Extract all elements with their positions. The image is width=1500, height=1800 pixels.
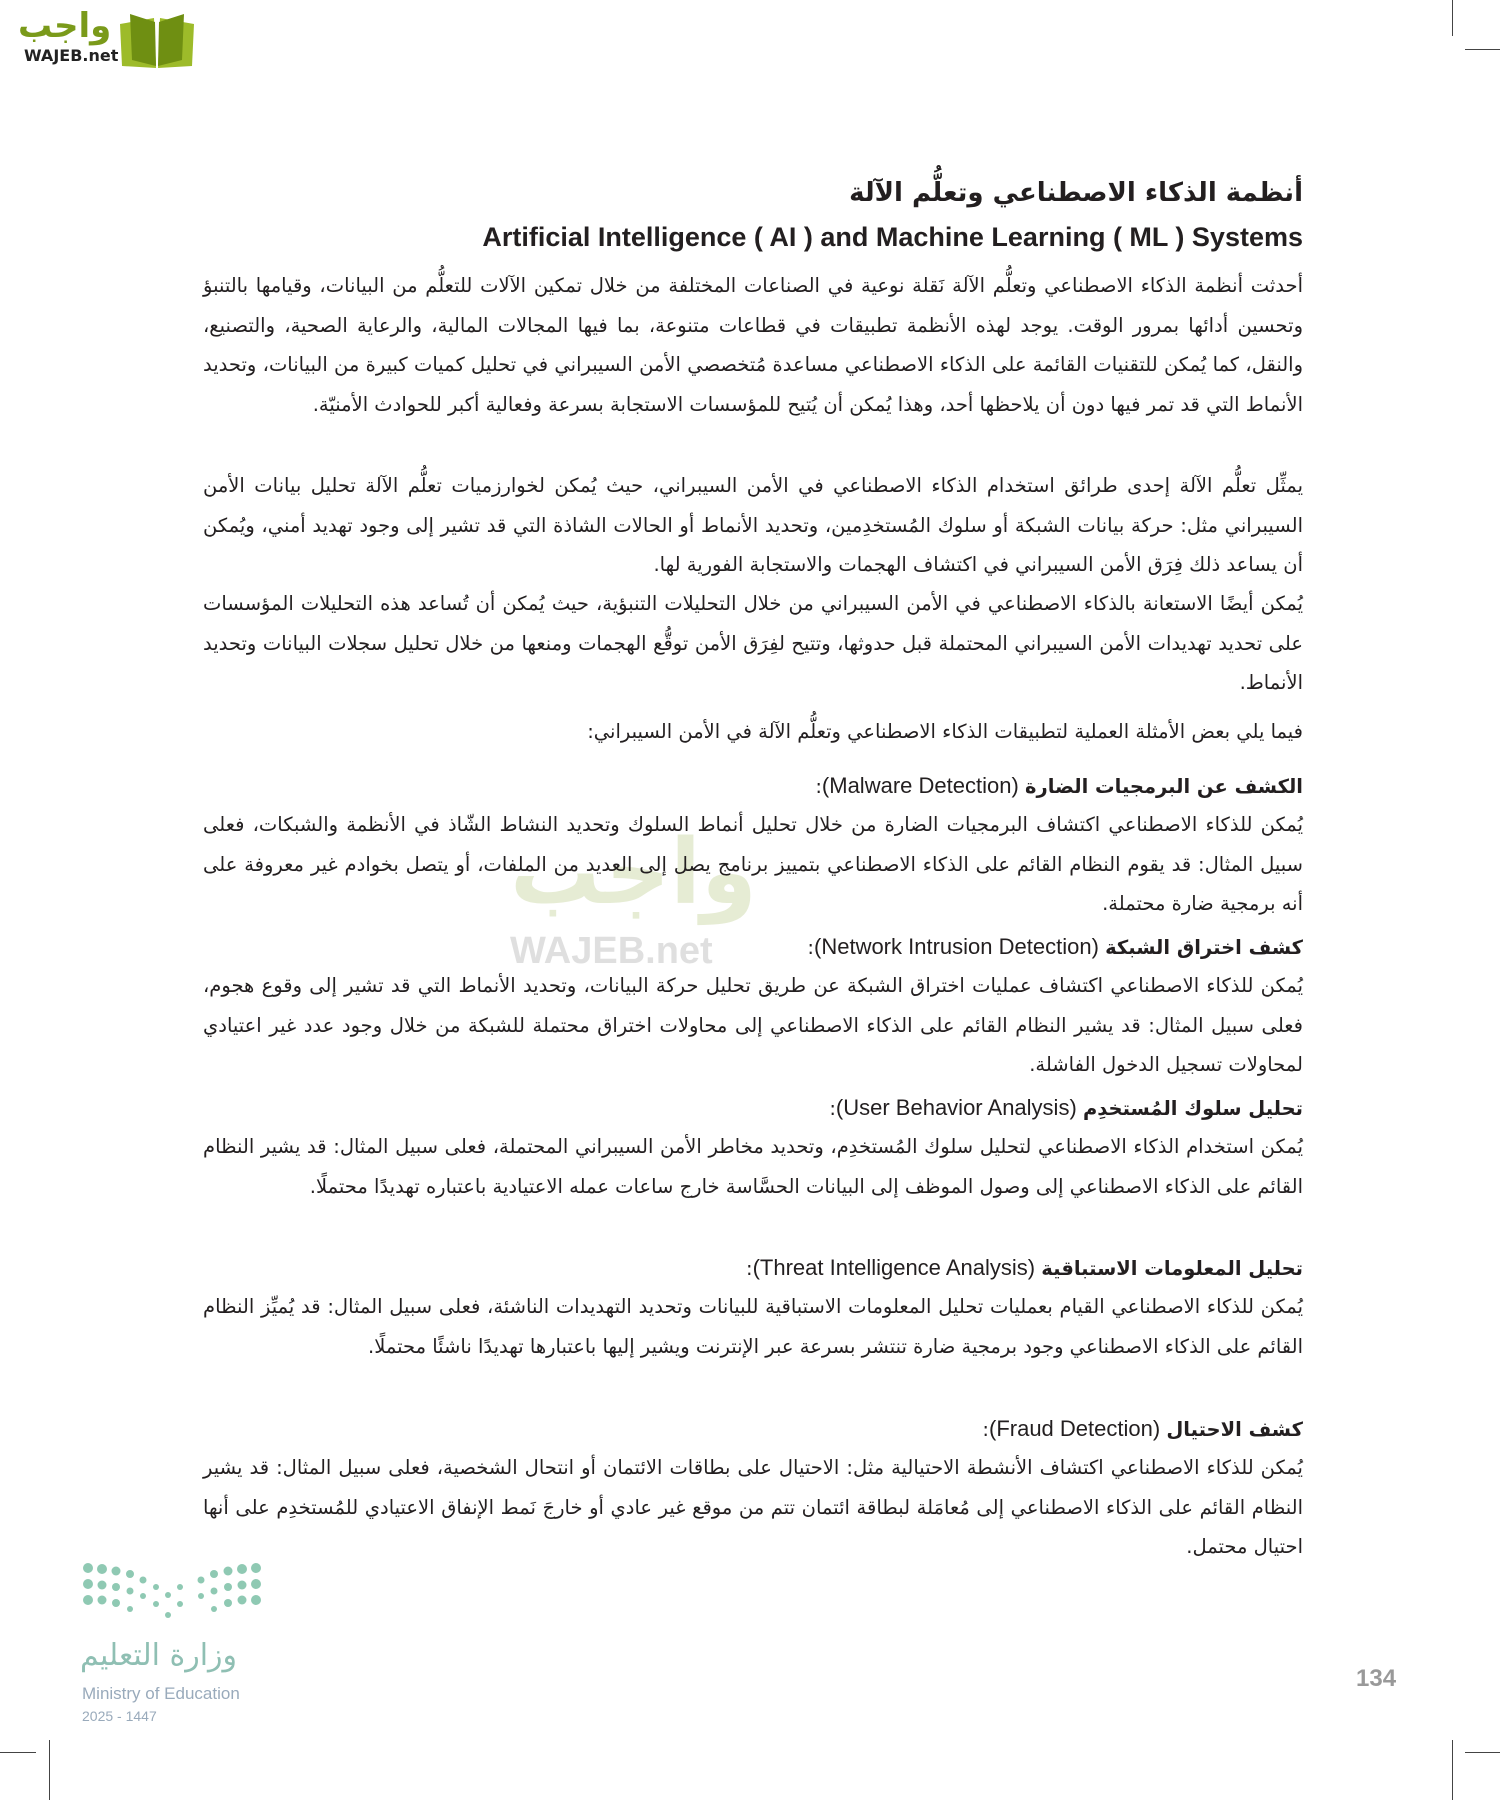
watermark-arabic: واجب bbox=[510, 820, 757, 925]
heading-ar: كشف اختراق الشبكة bbox=[1105, 936, 1303, 959]
ministry-dots-icon bbox=[80, 1560, 265, 1630]
paragraph-machine-learning: يمثِّل تعلُّم الآلة إحدى طرائق استخدام الذكاء الاصطناعي في الأمن السيبراني، حيث يُمكن لخوارزميات تعلُّم الآلة تحليل بيانات الأمن السيبراني مثل: حركة بيانات الشبكة أو سلوك المُستخدِمين، وتحديد الأنماط أو الحالات الشاذة التي قد تشير إلى وجود تهديد أمني، ويُمكن أن يساعد ذلك فِرَق الأمن السيبراني في اكتشاف الهجمات والاستجابة الفورية لها. bbox=[203, 474, 1303, 576]
section-body-malware: يُمكن للذكاء الاصطناعي اكتشاف البرمجيات الضارة من خلال تحليل أنماط السلوك وتحديد النشاط الشّاذ في الأنظمة والشبكات، فعلى سبيل المثال: قد يقوم النظام القائم على الذكاء الاصطناعي بتمييز برنامج يصل إلى العديد من الملفات، أو يتصل بخوادم غير معروفة على أنه برمجية ضارة محتملة. bbox=[203, 813, 1303, 915]
section-heading-fraud bbox=[982, 1414, 1303, 1445]
paragraph-examples-intro: فيما يلي بعض الأمثلة العملية لتطبيقات الذكاء الاصطناعي وتعلُّم الآلة في الأمن السيبراني: bbox=[587, 720, 1303, 743]
ministry-arabic: وزارة التعليم bbox=[80, 1638, 238, 1673]
logo-arabic: واجب bbox=[18, 6, 112, 46]
crop-mark bbox=[1452, 1740, 1453, 1800]
ministry-of-education-logo bbox=[80, 1560, 280, 1730]
section-heading-threat-intelligence bbox=[746, 1253, 1303, 1284]
section-body-threat-intelligence: يُمكن للذكاء الاصطناعي القيام بعمليات تحليل المعلومات الاستباقية للبيانات وتحديد التهديدات الناشئة، فعلى سبيل المثال: قد يُميِّز النظام القائم على الذكاء الاصطناعي وجود برمجية ضارة تنتشر بسرعة عبر الإنترنت ويشير إليها باعتبارها تهديدًا ناشئًا محتملًا. bbox=[203, 1295, 1303, 1358]
heading-en: (User Behavior Analysis) bbox=[835, 1095, 1077, 1120]
paragraph-predictive-analytics: يُمكن أيضًا الاستعانة بالذكاء الاصطناعي في الأمن السيبراني من خلال التحليلات التنبؤية، حيث يُمكن أن تُساعد هذه التحليلات المؤسسات على تحديد تهديدات الأمن السيبراني المحتملة قبل حدوثها، وتتيح لفِرَق الأمن توقُّع الهجمات ومنعها من خلال تحليل سجلات البيانات وتحديد الأنماط. bbox=[203, 592, 1303, 694]
page-title-arabic: أنظمة الذكاء الاصطناعي وتعلُّم الآلة bbox=[849, 178, 1303, 208]
watermark-english: WAJEB.net bbox=[510, 930, 713, 972]
heading-en: (Network Intrusion Detection) bbox=[814, 934, 1099, 959]
heading-colon: : bbox=[829, 1097, 836, 1120]
crop-mark bbox=[1465, 1752, 1500, 1753]
heading-ar: كشف الاحتيال bbox=[1166, 1418, 1303, 1441]
section-body-fraud: يُمكن للذكاء الاصطناعي اكتشاف الأنشطة الاحتيالية مثل: الاحتيال على بطاقات الائتمان أو انتحال الشخصية، فعلى سبيل المثال: قد يشير النظام القائم على الذكاء الاصطناعي إلى مُعامَلة لبطاقة ائتمان تتم من موقع غير عادي أو خارجَ نَمط الإنفاق الاعتيادي للمُستخدِم على أنها احتيال محتمل. bbox=[203, 1456, 1303, 1558]
ministry-english: Ministry of Education bbox=[82, 1684, 240, 1703]
page-title-english: Artificial Intelligence ( AI ) and Machine Learning ( ML ) Systems bbox=[482, 222, 1303, 252]
crop-mark bbox=[1465, 49, 1500, 50]
page-number: 134 bbox=[1356, 1665, 1397, 1692]
heading-ar: الكشف عن البرمجيات الضارة bbox=[1024, 775, 1303, 798]
section-heading-user-behavior bbox=[829, 1093, 1303, 1124]
heading-colon: : bbox=[815, 775, 822, 798]
crop-mark bbox=[49, 1740, 50, 1800]
section-heading-malware bbox=[815, 771, 1303, 802]
paragraph-intro: أحدثت أنظمة الذكاء الاصطناعي وتعلُّم الآلة نَقلة نوعية في الصناعات المختلفة من خلال تمكين الآلات للتعلُّم من البيانات، وقيامها بالتنبؤ وتحسين أدائها بمرور الوقت. يوجد لهذه الأنظمة تطبيقات في قطاعات متنوعة، بما فيها المجالات المالية، والرعاية الصحية، والتصنيع، والنقل، كما يُمكن للتقنيات القائمة على الذكاء الاصطناعي مساعدة مُتخصصي الأمن السيبراني في تحليل كميات كبيرة من البيانات، وتحديد الأنماط التي قد تمر فيها دون أن يلاحظها أحد، وهذا يُمكن أن يُتيح للمؤسسات الاستجابة بسرعة وفعالية أكبر للحوادث الأمنيّة. bbox=[203, 274, 1303, 416]
book-icon bbox=[118, 10, 196, 68]
crop-mark bbox=[1452, 0, 1453, 36]
heading-ar: تحليل سلوك المُستخدِم bbox=[1082, 1097, 1303, 1120]
ministry-year: 2025 - 1447 bbox=[82, 1708, 157, 1724]
heading-en: (Malware Detection) bbox=[821, 773, 1019, 798]
section-body-user-behavior: يُمكن استخدام الذكاء الاصطناعي لتحليل سلوك المُستخدِم، وتحديد مخاطر الأمن السيبراني المحتملة، فعلى سبيل المثال: قد يشير النظام القائم على الذكاء الاصطناعي إلى وصول الموظف إلى البيانات الحسَّاسة خارج ساعات عمله الاعتيادية باعتباره تهديدًا محتملًا. bbox=[203, 1135, 1303, 1198]
logo-english: WAJEB.net bbox=[24, 46, 119, 65]
wajeb-logo bbox=[10, 6, 190, 68]
heading-en: (Fraud Detection) bbox=[988, 1416, 1161, 1441]
heading-ar: تحليل المعلومات الاستباقية bbox=[1041, 1257, 1303, 1280]
heading-colon: : bbox=[807, 936, 814, 959]
section-body-network-intrusion: يُمكن للذكاء الاصطناعي اكتشاف عمليات اختراق الشبكة عن طريق تحليل حركة البيانات، وتحديد الأنماط التي قد تشير إلى وقوع هجوم، فعلى سبيل المثال: قد يشير النظام القائم على الذكاء الاصطناعي إلى محاولات اختراق محتملة للشبكة من خلال وجود عدد غير اعتيادي لمحاولات تسجيل الدخول الفاشلة. bbox=[203, 974, 1303, 1076]
crop-mark bbox=[0, 1752, 36, 1753]
heading-en: (Threat Intelligence Analysis) bbox=[752, 1255, 1036, 1280]
section-heading-network-intrusion bbox=[807, 932, 1303, 963]
heading-colon: : bbox=[982, 1418, 989, 1441]
heading-colon: : bbox=[746, 1257, 753, 1280]
